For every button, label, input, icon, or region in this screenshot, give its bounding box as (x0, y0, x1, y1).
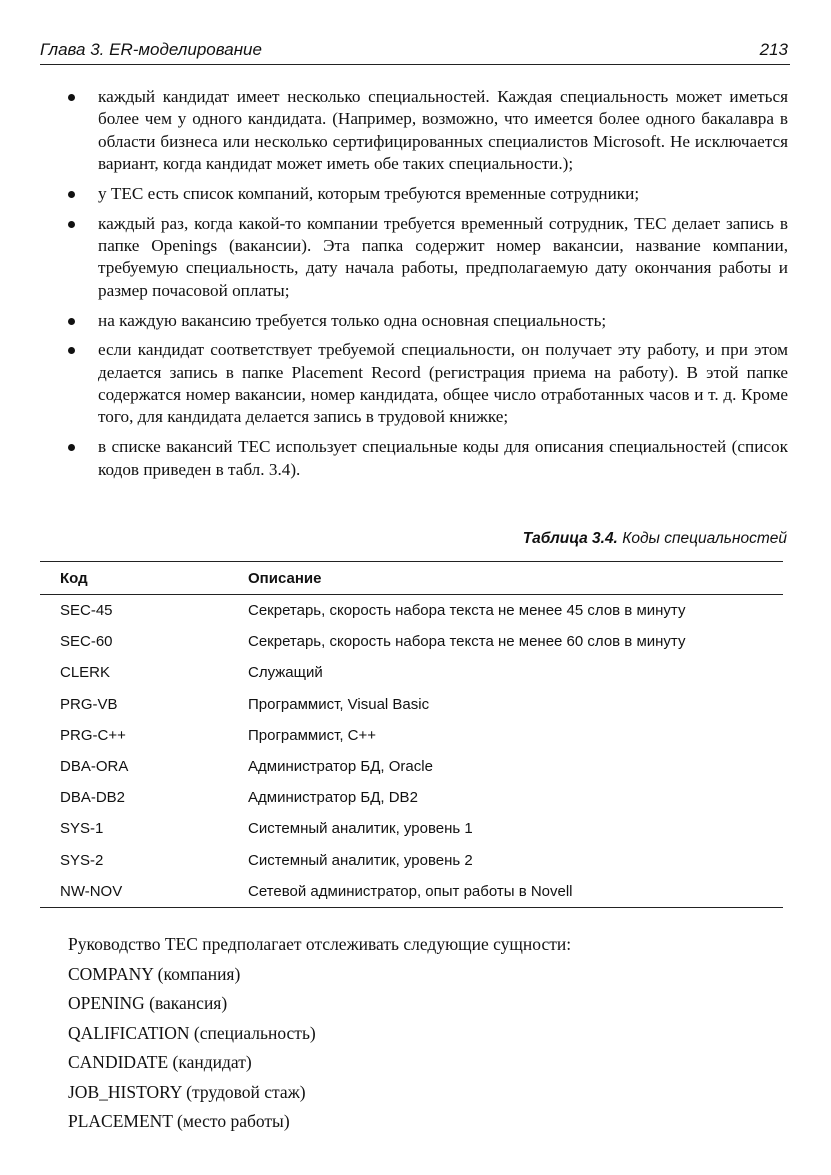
description-cell: Сетевой администратор, опыт работы в Novell (248, 882, 573, 900)
table-row (40, 657, 783, 688)
bullet-dot-icon (68, 191, 75, 198)
qualification-codes-table (40, 561, 783, 908)
bullet-item (62, 310, 788, 332)
code-cell: SYS-1 (60, 820, 104, 838)
column-header-code: Код (60, 569, 88, 587)
description-cell: Администратор БД, DB2 (248, 789, 418, 807)
code-cell: NW-NOV (60, 882, 123, 900)
table-caption-title: Коды специальностей (622, 530, 787, 547)
table-row (40, 782, 783, 813)
table-row (40, 845, 783, 876)
entities-section (68, 930, 788, 1137)
table-row (40, 876, 783, 908)
bullet-text: если кандидат соответствует требуемой специальности, он получает эту работу, и при этом делается запись в папке Placement Record (регистрация приема на работу). В этой папке содержатся номер вакансии, номер кандидата, общее число отработанных часов и т. д. Кроме того, для кандидата делается запись в трудовой книжке; (98, 340, 788, 427)
code-cell: SEC-60 (60, 633, 113, 651)
description-cell: Системный аналитик, уровень 2 (248, 851, 473, 869)
bullet-text: у ТЕС есть список компаний, которым требуются временные сотрудники; (98, 183, 640, 203)
bullet-text: на каждую вакансию требуется только одна основная специальность; (98, 310, 607, 330)
bullet-dot-icon (68, 347, 75, 354)
bullet-dot-icon (68, 444, 75, 451)
entity-item: JOB_HISTORY (трудовой стаж) (68, 1081, 306, 1102)
code-cell: SEC-45 (60, 602, 113, 620)
code-cell: DBA-ORA (60, 758, 129, 776)
page-header (40, 38, 790, 65)
table-row (40, 689, 783, 720)
bullet-item (62, 86, 788, 176)
table-caption-number: Таблица 3.4. (522, 530, 618, 547)
table-header-row (40, 562, 783, 595)
page-number: 213 (759, 40, 788, 59)
description-cell: Секретарь, скорость набора текста не менее 60 слов в минуту (248, 633, 686, 651)
description-cell: Секретарь, скорость набора текста не менее 45 слов в минуту (248, 602, 686, 620)
bullet-dot-icon (68, 94, 75, 101)
bullet-dot-icon (68, 221, 75, 228)
chapter-title: Глава 3. ER-моделирование (40, 40, 262, 59)
code-cell: SYS-2 (60, 851, 104, 869)
code-cell: PRG-C++ (60, 726, 126, 744)
entity-item: CANDIDATE (кандидат) (68, 1052, 252, 1072)
code-cell: PRG-VB (60, 695, 118, 713)
description-cell: Программист, Visual Basic (248, 695, 430, 713)
entity-item: OPENING (вакансия) (68, 993, 228, 1013)
entity-item: QALIFICATION (специальность) (68, 1022, 316, 1043)
entities-intro: Руководство ТЕС предполагает отслеживать следующие сущности: (68, 934, 572, 954)
bullet-item (62, 213, 788, 303)
table-caption (523, 530, 787, 548)
description-cell: Программист, C++ (248, 726, 377, 744)
bullet-text: в списке вакансий ТЕС использует специальные коды для описания специальностей (список кодов приведен в табл. 3.4). (98, 437, 788, 479)
table-row (40, 813, 783, 844)
bullet-item (62, 183, 788, 205)
description-cell: Системный аналитик, уровень 1 (248, 820, 473, 838)
bullet-text: каждый раз, когда какой-то компании требуется временный сотрудник, ТЕС делает запись в папке Openings (вакансии). Эта папка содержит номер вакансии, название компании, требуемую специальность, дату начала работы, предполагаемую дату окончания работы и размер почасовой оплаты; (98, 213, 788, 300)
entity-item: PLACEMENT (место работы) (68, 1111, 290, 1131)
description-cell: Администратор БД, Oracle (248, 758, 433, 776)
column-header-description: Описание (248, 569, 322, 587)
bullet-list (62, 86, 788, 488)
bullet-item (62, 436, 788, 481)
description-cell: Служащий (248, 664, 323, 682)
bullet-text: каждый кандидат имеет несколько специальностей. Каждая специальность может иметься более чем у одного кандидата. (Например, возможно, что имеется более одного бакалавра в области бизнеса или несколько сертифицированных специалистов Microsoft. Не исключается вариант, когда кандидат может иметь обе таких специальности.); (98, 87, 788, 174)
table-row (40, 626, 783, 657)
bullet-item (62, 339, 788, 429)
table-row (40, 595, 783, 627)
bullet-dot-icon (68, 318, 75, 325)
code-cell: DBA-DB2 (60, 789, 126, 807)
table-row (40, 720, 783, 751)
entity-item: COMPANY (компания) (68, 963, 241, 984)
table-row (40, 751, 783, 782)
code-cell: CLERK (60, 664, 111, 682)
